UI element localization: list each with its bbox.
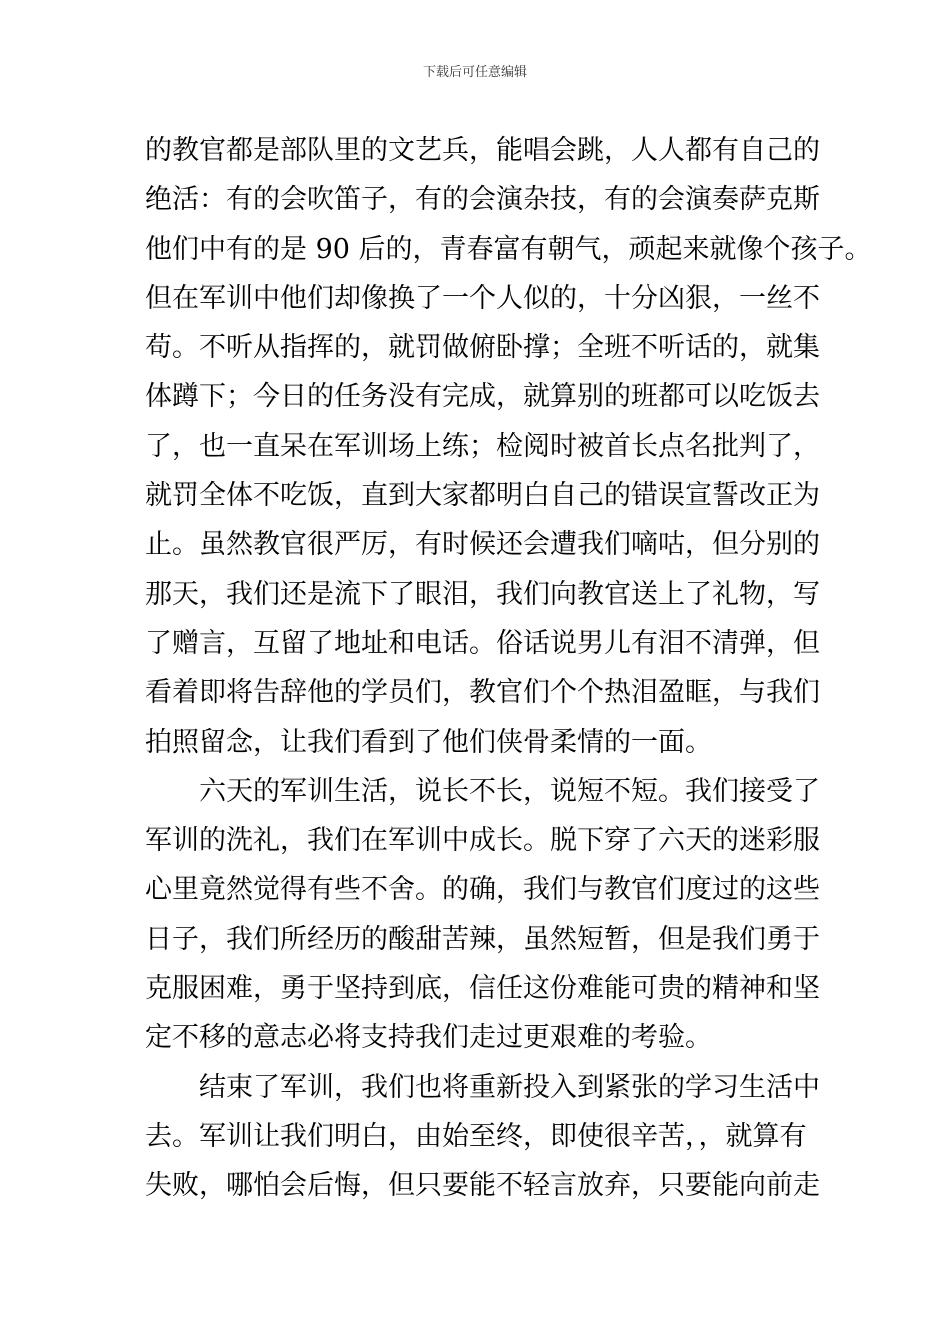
text-line: 六天的军训生活，说长不长，说短不短。我们接受了: [145, 775, 820, 807]
text-line: 但在军训中他们却像换了一个人似的，十分凶狠，一丝不: [145, 282, 820, 314]
text-line: 失败，哪怕会后悔，但只要能不轻言放弃，只要能向前走: [145, 1170, 820, 1202]
text-line: 苟。不听从指挥的，就罚做俯卧撑；全班不听话的，就集: [145, 332, 820, 364]
text-line: 心里竟然觉得有些不舍。的确，我们与教官们度过的这些: [145, 874, 820, 906]
text-line: 去。军训让我们明白，由始至终，即使很辛苦，，就算有: [145, 1120, 807, 1152]
page-header: 下载后可任意编辑: [422, 65, 527, 80]
text-line: 拍照留念，让我们看到了他们侠骨柔情的一面。: [145, 726, 712, 758]
text-line: 克服困难，勇于坚持到底，信任这份难能可贵的精神和坚: [145, 973, 820, 1005]
text-line: 军训的洗礼，我们在军训中成长。脱下穿了六天的迷彩服: [145, 825, 820, 857]
text-line: 结束了军训，我们也将重新投入到紧张的学习生活中: [145, 1071, 820, 1103]
text-line: 的教官都是部队里的文艺兵，能唱会跳，人人都有自己的: [145, 135, 820, 166]
text-line: 了，也一直呆在军训场上练；检阅时被首长点名批判了，: [145, 430, 820, 462]
text-line: 看着即将告辞他的学员们，教官们个个热泪盈眶，与我们: [145, 677, 820, 709]
text-line: 体蹲下；今日的任务没有完成，就算别的班都可以吃饭去: [145, 381, 820, 413]
text-line: 那天，我们还是流下了眼泪，我们向教官送上了礼物，写: [145, 578, 820, 610]
text-line: 了赠言，互留了地址和电话。俗话说男儿有泪不清弹，但: [145, 627, 820, 659]
text-line: 止。虽然教官很严厉，有时候还会遭我们嘀咕，但分别的: [145, 529, 820, 561]
text-line: 绝活：有的会吹笛子，有的会演杂技，有的会演奏萨克斯: [145, 184, 820, 216]
text-line: 他们中有的是 90 后的，青春富有朝气，顽起来就像个孩子。: [145, 233, 872, 265]
text-line: 日子，我们所经历的酸甜苦辣，虽然短暂，但是我们勇于: [145, 923, 820, 955]
text-line: 定不移的意志必将支持我们走过更艰难的考验。: [145, 1022, 712, 1054]
text-line: 就罚全体不吃饭，直到大家都明白自己的错误宣誓改正为: [145, 480, 820, 512]
body-text: [145, 126, 872, 1211]
